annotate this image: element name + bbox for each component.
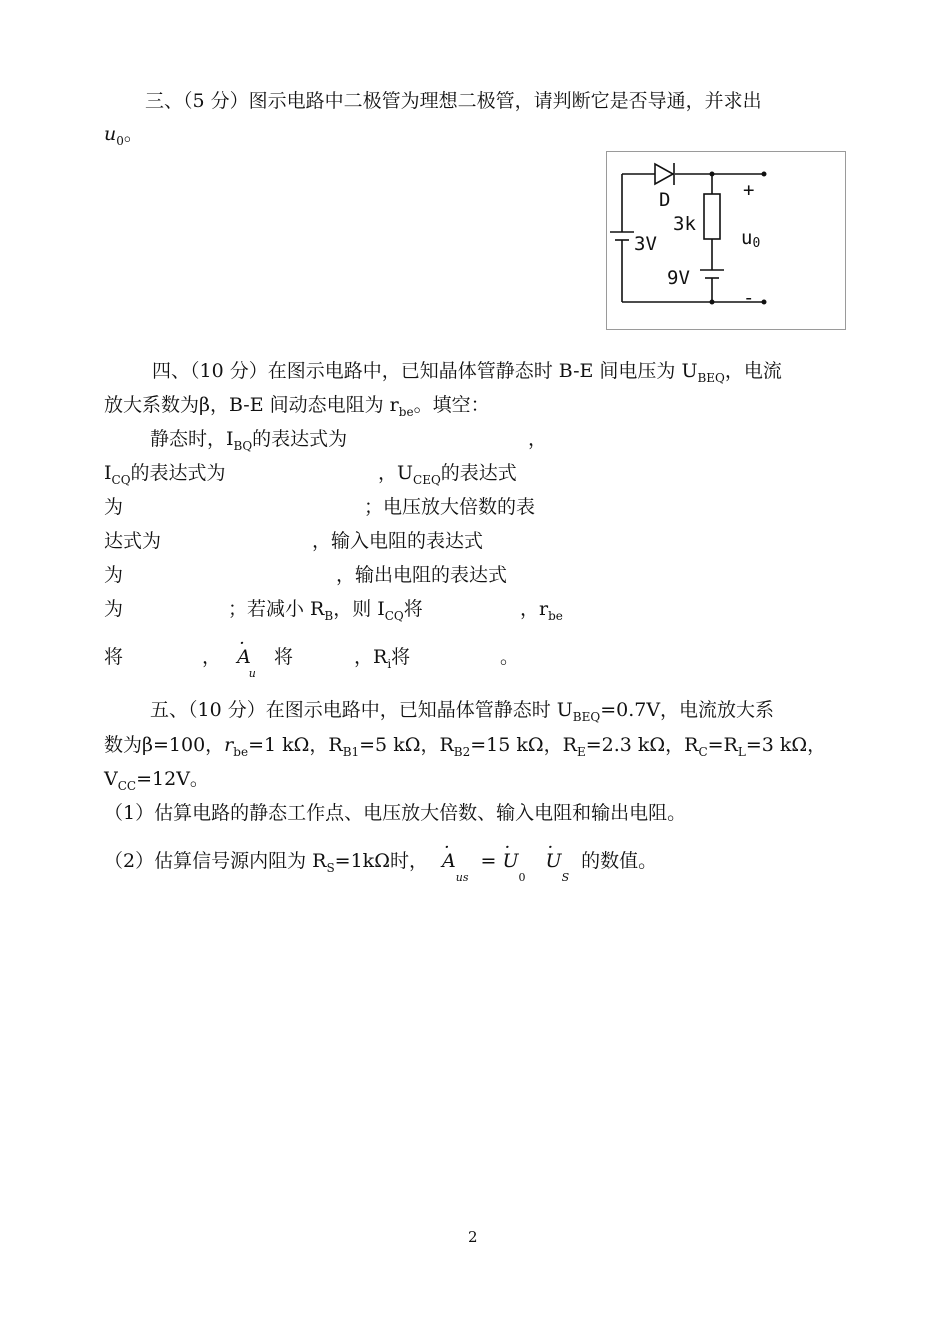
q5-line3: $V_{CC}=12V$。 [104, 768, 209, 793]
q4-line5: 为 [104, 496, 124, 518]
q4-line9-end: 。 [500, 646, 520, 668]
q4-line8: 为 [104, 598, 124, 620]
minus-terminal: - [743, 287, 755, 309]
q4-line3: 静态时，$I_{BQ}$的表达式为 [150, 428, 348, 453]
voltage-gain-symbol: · A [237, 648, 251, 667]
q5-line2: 数为β=100，$r_{be}=1$ kΩ，$R_{B1}=5$ kΩ，$R_{B2}=15$ kΩ，$R_E=2.3$ kΩ，$R_C=R_L=3$ kΩ， [104, 734, 827, 759]
q4-line3-comma: ， [528, 428, 548, 450]
q4-line6: 达式为 [104, 530, 162, 552]
q4-line9-gain: ， · $A_u$ 将 [202, 648, 293, 667]
diode-label: D [659, 189, 671, 211]
source-gain-symbol: · A [442, 852, 456, 871]
q4-line7: 为 [104, 564, 124, 586]
q3-line2: $u_0$。 [104, 123, 143, 148]
q5-line1: 五、（10 分）在图示电路中，已知晶体管静态时 $U_{BEQ}=0.7V$，电流放大系 [150, 699, 775, 724]
q4-line8-right: ，$r_{be}$ [520, 598, 563, 623]
q3-line1: 三、（5 分）图示电路中二极管为理想二极管，请判断它是否导通，并求出 [145, 90, 762, 112]
diode-circuit-figure [606, 151, 846, 330]
resistor-label: 3k [673, 213, 696, 235]
q4-line4: $I_{CQ}$的表达式为 [104, 462, 226, 487]
q4-line5-right: ；电压放大倍数的表 [364, 496, 536, 518]
q4-line2: 放大系数为β，B-E 间动态电阻为 $r_{be}$。填空： [104, 394, 490, 419]
page-number: 2 [468, 1228, 478, 1246]
q4-line9-ri: ，$R_i$将 [354, 646, 411, 671]
output-voltage-label: u0 [741, 227, 761, 251]
q4-line7-right: ，输出电阻的表达式 [336, 564, 508, 586]
q4-line9: 将 [104, 646, 124, 668]
q5-part2: （2）估算信号源内阻为 $R_S=1k\Omega$时， · $A_{us}$ = · $U_0 \cdot U_S$ 的数值。 [104, 852, 657, 871]
battery-9v-label: 9V [667, 267, 690, 289]
battery-3v-label: 3V [634, 233, 657, 255]
q4-line4-right: ，$U_{CEQ}$的表达式 [378, 462, 517, 487]
q4-line8-mid: ；若减小 $R_B$，则 $I_{CQ}$将 [228, 598, 423, 623]
q5-part1: （1）估算电路的静态工作点、电压放大倍数、输入电阻和输出电阻。 [104, 802, 687, 824]
q4-line6-right: ，输入电阻的表达式 [312, 530, 484, 552]
q4-line1: 四、（10 分）在图示电路中，已知晶体管静态时 B-E 间电压为 $U_{BEQ}$，电流 [152, 360, 782, 385]
plus-terminal: + [743, 179, 755, 201]
